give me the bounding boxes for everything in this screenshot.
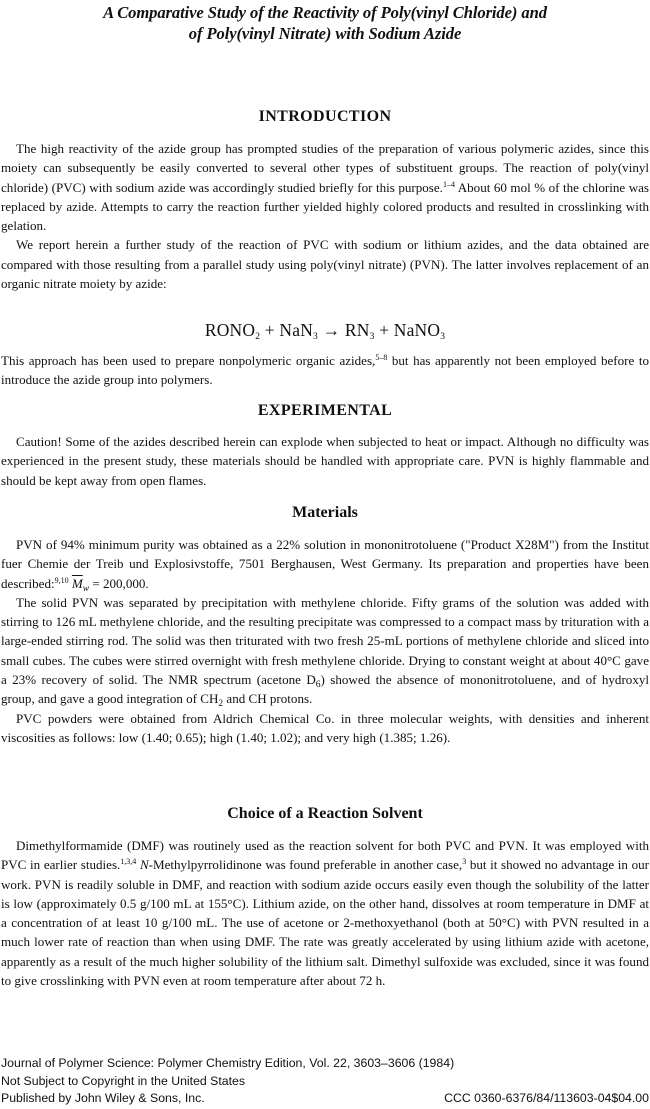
solvent-heading: Choice of a Reaction Solvent xyxy=(227,805,423,822)
materials-paragraph-3: PVC powders were obtained from Aldrich Chemical Co. in three molecular weights, with densities and inherent viscosities as follows: low (1.40; 0.65); high (1.40; 1.02); and very high (1.385; 1.26). xyxy=(1,710,649,745)
materials-paragraph-1: PVN of 94% minimum purity was obtained as a 22% solution in mononitrotoluene ("Product X28M") from the Institut fuer Chemie der Treib und Explosivstoffe, 7501 Berghausen, West Germany. Its preparation and properties have been described:$^{9,10}$ $\overline{M}_w = 200,000$. xyxy=(1,537,649,594)
journal-citation: Journal of Polymer Science: Polymer Chemistry Edition, Vol. 22, 3603–3606 (1984) xyxy=(1,1056,455,1070)
experimental-heading: EXPERIMENTAL xyxy=(257,402,393,419)
publisher-line: Published by John Wiley & Sons, Inc. xyxy=(1,1091,205,1105)
materials-body xyxy=(1,535,649,747)
journal-footer xyxy=(1,1055,649,1108)
citation-ref: 1–4 xyxy=(442,179,455,189)
materials-heading: Materials xyxy=(292,504,358,521)
molecular-weight-symbol: $\overline{M}$ xyxy=(71,575,83,591)
caution-paragraph: Caution! Some of the azides described herein can explode when subjected to heat or impact. Although no difficulty was experienced in the present study, these materials should be handled with appropriate care. PVN is highly flammable and should be kept away from open flames. xyxy=(1,434,649,488)
introduction-paragraph-3: This approach has been used to prepare nonpolymeric organic azides,$^{5-8}$ but has apparently not been employed before to introduce the azide group into polymers. xyxy=(1,353,650,388)
solvent-body xyxy=(1,836,649,990)
introduction-paragraph-1: The high reactivity of the azide group has prompted studies of the preparation of various polymeric azides, since this moiety can subsequently be easily converted to several other types of substituent groups. The reaction of poly(vinyl chloride) (PVC) with sodium azide was accordingly studied briefly for this purpose.$^{1-4}$ About 60 mol % of the chlorine was replaced by azide. Attempts to carry the reaction further yielded highly colored products and resulted in crosslinking with gelation. xyxy=(1,141,650,234)
introduction-paragraph-2: We report herein a further study of the reaction of PVC with sodium or lithium azides, and the data obtained are compared with those resulting from a parallel study using poly(vinyl nitrate) (PVN). The latter involves replacement of an organic nitrate moiety by azide: xyxy=(1,237,649,292)
reaction-equation: $RONO_2 + NaN_3 \to RN_3$ + NaNO$_3$ xyxy=(204,320,446,342)
solvent-paragraph-1: Dimethylformamide (DMF) was routinely used as the reaction solvent for both PVC and PVN. It was employed with PVC in earlier studies.$^{1,3,4}$ N-Methylpyrrolidinone was found preferable in another case,$^3$ but it showed no advantage in our work. PVN is readily soluble in DMF, and reaction with sodium azide occurs easily even though the solubility of the latter is low (approximately 0.5 g/100 mL at 155°C). Lithium azide, on the other hand, dissolves at room temperature in DMF at a concentration of at least 10 g/100 mL. The use of acetone or 2-methoxyethanol (both at 50°C) with PVN resulted in a much lower rate of reaction than when using DMF. The rate was greatly accelerated by using lithium azide with acetone, apparently as a result of the much higher solubility of the lithium salt. Dimethyl sulfoxide was excluded, since it was found to give crosslinking with PVN even at room temperature after about 72 h. xyxy=(1,838,649,989)
materials-paragraph-2: The solid PVN was separated by precipitation with methylene chloride. Fifty grams of the solution was added with stirring to 126 mL methylene chloride, and the resulting precipitate was compressed to a compact mass by trituration with a large-ended stirring rod. The solid was then triturated with two fresh 25-mL portions of methylene chloride and sliced into small cubes. The cubes were stirred overnight with fresh methylene chloride. Drying to constant weight at about 40°C gave a 23% recovery of solid. The NMR spectrum (acetone $D_6$) showed the absence of mononitrotoluene, and of hydroxyl group, and gave a good integration of $CH_2$ and CH protons. xyxy=(1,594,649,710)
article-title-line-2: of Poly(vinyl Nitrate) with Sodium Azide xyxy=(188,24,462,43)
citation-ref: 1,3,4 xyxy=(120,857,137,867)
citation-ref: 5–8 xyxy=(375,353,388,362)
introduction-heading: INTRODUCTION xyxy=(258,108,392,125)
citation-ref: 3 xyxy=(462,857,467,867)
ccc-code: CCC 0360-6376/84/113603-04$04.00 xyxy=(444,1091,649,1105)
introduction-body-continued xyxy=(1,351,649,390)
article-title-line-1: A Comparative Study of the Reactivity of Poly(vinyl Chloride) and xyxy=(103,3,547,22)
citation-ref: 9,10 xyxy=(54,575,69,585)
article-title xyxy=(0,2,650,44)
copyright-notice: Not Subject to Copyright in the United States xyxy=(1,1073,246,1088)
introduction-body xyxy=(1,139,649,293)
